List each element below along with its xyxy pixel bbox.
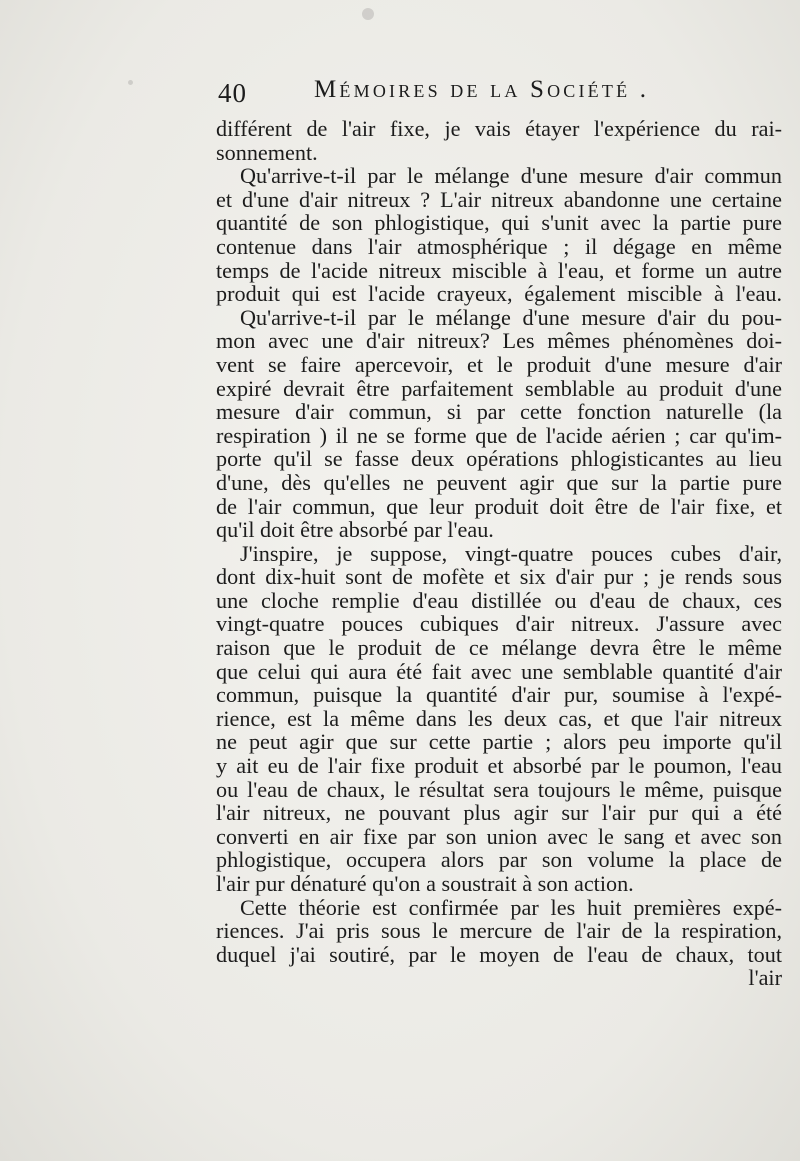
- text-line: vingt-quatre pouces cubiques d'air nitreux. J'assure avec: [216, 611, 782, 637]
- text-line: mesure d'air commun, si par cette fonction naturelle (la: [216, 399, 782, 425]
- text-line: qu'il doit être absorbé par l'eau.: [216, 517, 494, 543]
- text-line: une cloche remplie d'eau distillée ou d'eau de chaux, ces: [216, 587, 782, 613]
- text-line: produit qui est l'acide crayeux, également miscible à l'eau.: [216, 281, 782, 307]
- text-line: sonnement.: [216, 139, 318, 165]
- text-line: mon avec une d'air nitreux? Les mêmes phénomènes doi-: [216, 328, 782, 354]
- text-line: raison que le produit de ce mélange devra être le même: [216, 635, 782, 661]
- text-line: vent se faire apercevoir, et le produit d'une mesure d'air: [216, 351, 782, 377]
- body-text: [216, 117, 782, 990]
- page-header: [218, 76, 718, 112]
- text-line: différent de l'air fixe, je vais étayer l'expérience du rai-: [216, 116, 782, 141]
- text-line: commun, puisque la quantité d'air pur, soumise à l'expé-: [216, 682, 782, 708]
- text-line: duquel j'ai soutiré, par le moyen de l'eau de chaux, tout: [216, 941, 782, 967]
- text-line: que celui qui aura été fait avec une semblable quantité d'air: [216, 658, 782, 684]
- text-line: phlogistique, occupera alors par son volume la place de: [216, 847, 782, 873]
- text-line: Qu'arrive-t-il par le mélange d'une mesure d'air du pou-: [240, 304, 782, 330]
- ink-smudge: [362, 8, 374, 20]
- text-line: quantité de son phlogistique, qui s'unit avec la partie pure: [216, 210, 782, 236]
- text-line: rience, est la même dans les deux cas, et que l'air nitreux: [216, 705, 782, 731]
- text-line: l'air nitreux, ne pouvant plus agir sur l'air pur qui a été: [216, 800, 782, 826]
- text-line: expiré devrait être parfaitement semblable au produit d'une: [216, 375, 782, 401]
- text-line: riences. J'ai pris sous le mercure de l'air de la respiration,: [216, 918, 782, 944]
- ink-smudge: [128, 80, 133, 85]
- text-line: respiration ) il ne se forme que de l'acide aérien ; car qu'im-: [216, 422, 782, 448]
- text-line: J'inspire, je suppose, vingt-quatre pouces cubes d'air,: [240, 540, 782, 566]
- page-number: 40: [218, 78, 247, 108]
- running-head: Mémoires de la Société .: [314, 76, 650, 103]
- text-line: contenue dans l'air atmosphérique ; il dégage en même: [216, 233, 782, 259]
- text-line: ne peut agir que sur cette partie ; alors peu importe qu'il: [216, 729, 782, 755]
- text-line: d'une, dès qu'elles ne peuvent agir que sur la partie pure: [216, 469, 782, 495]
- text-line: l'air: [748, 965, 782, 991]
- text-line: l'air pur dénaturé qu'on a soustrait à son action.: [216, 871, 634, 896]
- text-line: et d'une d'air nitreux ? L'air nitreux abandonne une certaine: [216, 186, 782, 212]
- text-line: converti en air fixe par son union avec le sang et avec son: [216, 823, 782, 849]
- text-line: y ait eu de l'air fixe produit et absorbé par le poumon, l'eau: [216, 753, 782, 779]
- text-line: ou l'eau de chaux, le résultat sera toujours le même, puisque: [216, 776, 782, 802]
- text-line: temps de l'acide nitreux miscible à l'eau, et forme un autre: [216, 257, 782, 283]
- text-line: Qu'arrive-t-il par le mélange d'une mesure d'air commun: [240, 163, 782, 189]
- text-line: porte qu'il se fasse deux opérations phlogisticantes au lieu: [216, 446, 782, 472]
- text-line: Cette théorie est confirmée par les huit premières expé-: [240, 894, 782, 920]
- text-line: de l'air commun, que leur produit doit être de l'air fixe, et: [216, 493, 782, 519]
- text-line: dont dix-huit sont de mofète et six d'air pur ; je rends sous: [216, 564, 782, 590]
